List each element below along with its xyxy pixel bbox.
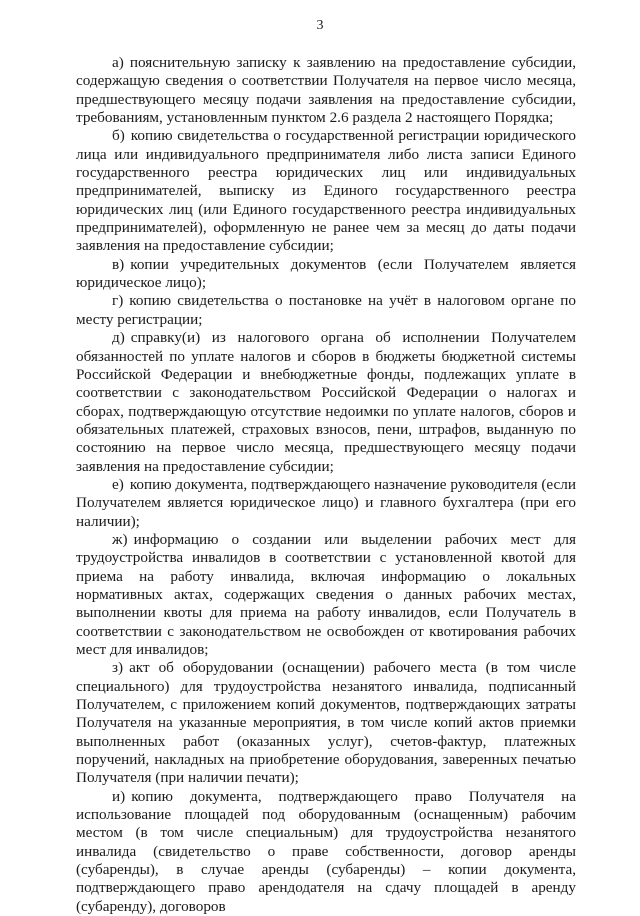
list-item-z [76, 659, 576, 787]
list-item-text: акт об оборудовании (оснащении) рабочего места (в том числе специального) для трудоустройства незанятого инвалида, подписанный Получателем, с приложением копий документов, подтверждающих затраты Получателя на указанные мероприятия, в том числе копий актов приемки выполненных работ (оказанных услуг), счетов-фактур, платежных поручений, накладных на приобретение оборудования, заверенных печатью Получателя (при наличии печати); [76, 659, 576, 787]
list-marker: в) [112, 255, 125, 273]
list-item-a [76, 54, 576, 127]
list-item-text: информацию о создании или выделении рабочих мест для трудоустройства инвалидов в соответствии с установленной квотой для приема на работу инвалида, включая информацию о локальных нормативных актах, содержащих сведения о данных рабочих местах, выполнении квоты для приема на работу инвалидов, если Получатель в соответствии с законодательством не освобожден от квотирования рабочих мест для инвалидов; [76, 530, 576, 658]
list-marker: д) [112, 329, 125, 347]
list-item-g [76, 292, 576, 329]
list-marker: ж) [112, 530, 128, 548]
list-item-text: копию свидетельства о государственной регистрации юридического лица или индивидуального предпринимателя либо листа записи Единого государственного реестра юридических лиц или индивидуальных предпринимателей, выписку из Единого государственного реестра юридических лиц (или Единого государственного реестра индивидуальных предпринимателей), оформленную не ранее чем за месяц до даты подачи заявления на предоставление субсидии; [76, 127, 576, 255]
list-item-text: копию документа, подтверждающего назначение руководителя (если Получателем является юридическое лицо) и главного бухгалтера (при его наличии); [76, 475, 576, 530]
list-item-text: копию свидетельства о постановке на учёт в налоговом органе по месту регистрации; [76, 292, 576, 328]
list-item-text: пояснительную записку к заявлению на предоставление субсидии, содержащую сведения о соответствии Получателя на первое число месяца, предшествующего месяцу подачи заявления на предоставление субсидии, требованиям, установленным пунктом 2.6 раздела 2 настоящего Порядка; [76, 54, 576, 127]
list-item-v [76, 256, 576, 293]
list-item-text: копию документа, подтверждающего право Получателя на использование площадей под оборудованным (оснащенным) рабочим местом (в том числе специальным) для трудоустройства незанятого инвалида (свидетельство о праве собственности, договор аренды (субаренды), в случае аренды (субаренды) – копии документа, подтверждающего право арендодателя на сдачу площадей в аренду (субаренду), договоров [76, 787, 576, 915]
list-marker: г) [112, 292, 124, 310]
list-item-zh [76, 531, 576, 659]
list-marker: е) [112, 475, 124, 493]
list-marker: б) [112, 127, 125, 145]
list-item-text: справку(и) из налогового органа об исполнении Получателем обязанностей по уплате налогов и сборов в бюджеты бюджетной системы Российской Федерации и внебюджетные фонды, подлежащих уплате в соответствии с законодательством Российской Федерации о налогах и сборах, подтверждающую отсутствие недоимки по уплате налогов, сборов и обязательных платежей, страховых взносов, пени, штрафов, выданную по состоянию на первое число месяца, предшествующего месяцу подачи заявления на предоставление субсидии; [76, 329, 576, 475]
list-item-i [76, 788, 576, 916]
document-body [76, 54, 576, 916]
list-item-d [76, 329, 576, 476]
list-marker: з) [112, 659, 124, 677]
list-item-b [76, 127, 576, 255]
list-item-e [76, 476, 576, 531]
list-marker: а) [112, 54, 124, 71]
list-marker: и) [112, 787, 126, 805]
page-number: 3 [316, 18, 324, 33]
list-item-text: копии учредительных документов (если Получателем является юридическое лицо); [76, 255, 576, 292]
